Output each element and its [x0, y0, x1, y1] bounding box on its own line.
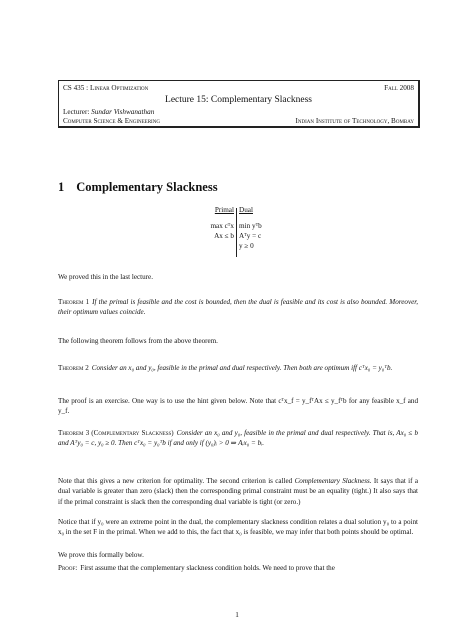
term: Fall 2008 — [384, 84, 414, 92]
dual-nonnegativity: y ≥ 0 — [239, 242, 254, 250]
theorem-3-head: Theorem 3 (Complementary Slackness) — [58, 429, 174, 437]
theorem-3-body: Consider an x₀ and y₀, feasible in the primal and dual respectively. That is, Ax₀ ≤ b and Aᵀy₀ = c, y₀ ≥ 0. Then cᵀx₀ = y₀ᵀb if and only if (y₀)ᵢ > 0 ⇒ Aᵢx₀ = bᵢ. — [58, 429, 418, 448]
theorem-2-body: Consider an x₀ and y₀, feasible in the primal and dual respectively. Then both are optimum iff cᵀx₀ = y₀ᵀb. — [91, 364, 393, 372]
lecture-title: Lecture 15: Complementary Slackness — [165, 95, 312, 105]
page-number: 1 — [235, 611, 239, 619]
section-heading — [58, 180, 218, 195]
primal-column — [196, 205, 234, 241]
section-title: Complementary Slackness — [76, 180, 218, 194]
lecturer-name: Sundar Vishwanathan — [91, 108, 155, 116]
p4-emphasis: Complementary Slackness. — [294, 477, 372, 485]
paragraph-prove-formally: We prove this formally below. — [58, 551, 144, 559]
paragraph-proved: We proved this in the last lecture. — [58, 273, 153, 281]
theorem-2-head: Theorem 2 — [58, 364, 89, 372]
dual-column — [239, 205, 262, 251]
primal-constraint: Ax ≤ b — [214, 232, 234, 240]
table-divider — [236, 208, 237, 257]
section-number: 1 — [58, 180, 65, 194]
theorem-1-body: If the primal is feasible and the cost is bounded, then the dual is feasible and its cost is also bounded. Moreover, their optimum values coincide. — [58, 298, 419, 317]
theorem-1-head: Theorem 1 — [58, 298, 90, 306]
institute: Indian Institute of Technology, Bombay — [295, 117, 414, 125]
dual-header: Dual — [239, 206, 253, 214]
theorem-1 — [58, 297, 418, 318]
dual-constraint: Aᵀy = c — [239, 232, 262, 240]
paragraph-extreme-point: Notice that if y₀ were an extreme point in the dual, the complementary slackness condition relates a dual solution y₀ to a point x₀ in the set F in the primal. When we add to this, the fact that x₀ is feasible, we may infer that both points should be optimal. — [58, 518, 418, 537]
paragraph-new-criterion — [58, 476, 418, 507]
header-row-lecturer — [63, 108, 414, 116]
paragraph-proof-exercise: The proof is an exercise. One way is to use the hint given below. Note that cᵀx_f = y_fᵀAx ≤ y_fᵀb for any feasible x_f and y_f. — [58, 397, 418, 416]
header-row-affiliation — [63, 117, 414, 125]
dual-objective: min yᵀb — [239, 222, 262, 230]
lecturer-label: Lecturer: — [63, 108, 90, 116]
proof-head: Proof: — [58, 564, 78, 572]
p4-part-a: Note that this gives a new criterion for optimality. The second criterion is called — [58, 477, 295, 485]
proof-paragraph — [58, 563, 418, 573]
theorem-2 — [58, 363, 418, 373]
header-row-course — [63, 84, 414, 92]
theorem-3 — [58, 428, 418, 449]
proof-body: First assume that the complementary slackness condition holds. We need to prove that the — [80, 564, 335, 572]
primal-header: Primal — [214, 206, 234, 214]
primal-objective: max cᵀx — [210, 222, 234, 230]
course-code: CS 435 : Linear Optimization — [63, 84, 149, 92]
paragraph-follows: The following theorem follows from the above theorem. — [58, 337, 218, 345]
p4-part-b: It says that if a dual variable is greater than zero (slack) then the corresponding primal constraint must be an equality (tight.) It also says that if the primal constraint is slack then the corresponding dual variable is tight (or zero.) — [58, 477, 418, 506]
department: Computer Science & Engineering — [63, 117, 160, 125]
lecture-header-box — [58, 80, 420, 128]
